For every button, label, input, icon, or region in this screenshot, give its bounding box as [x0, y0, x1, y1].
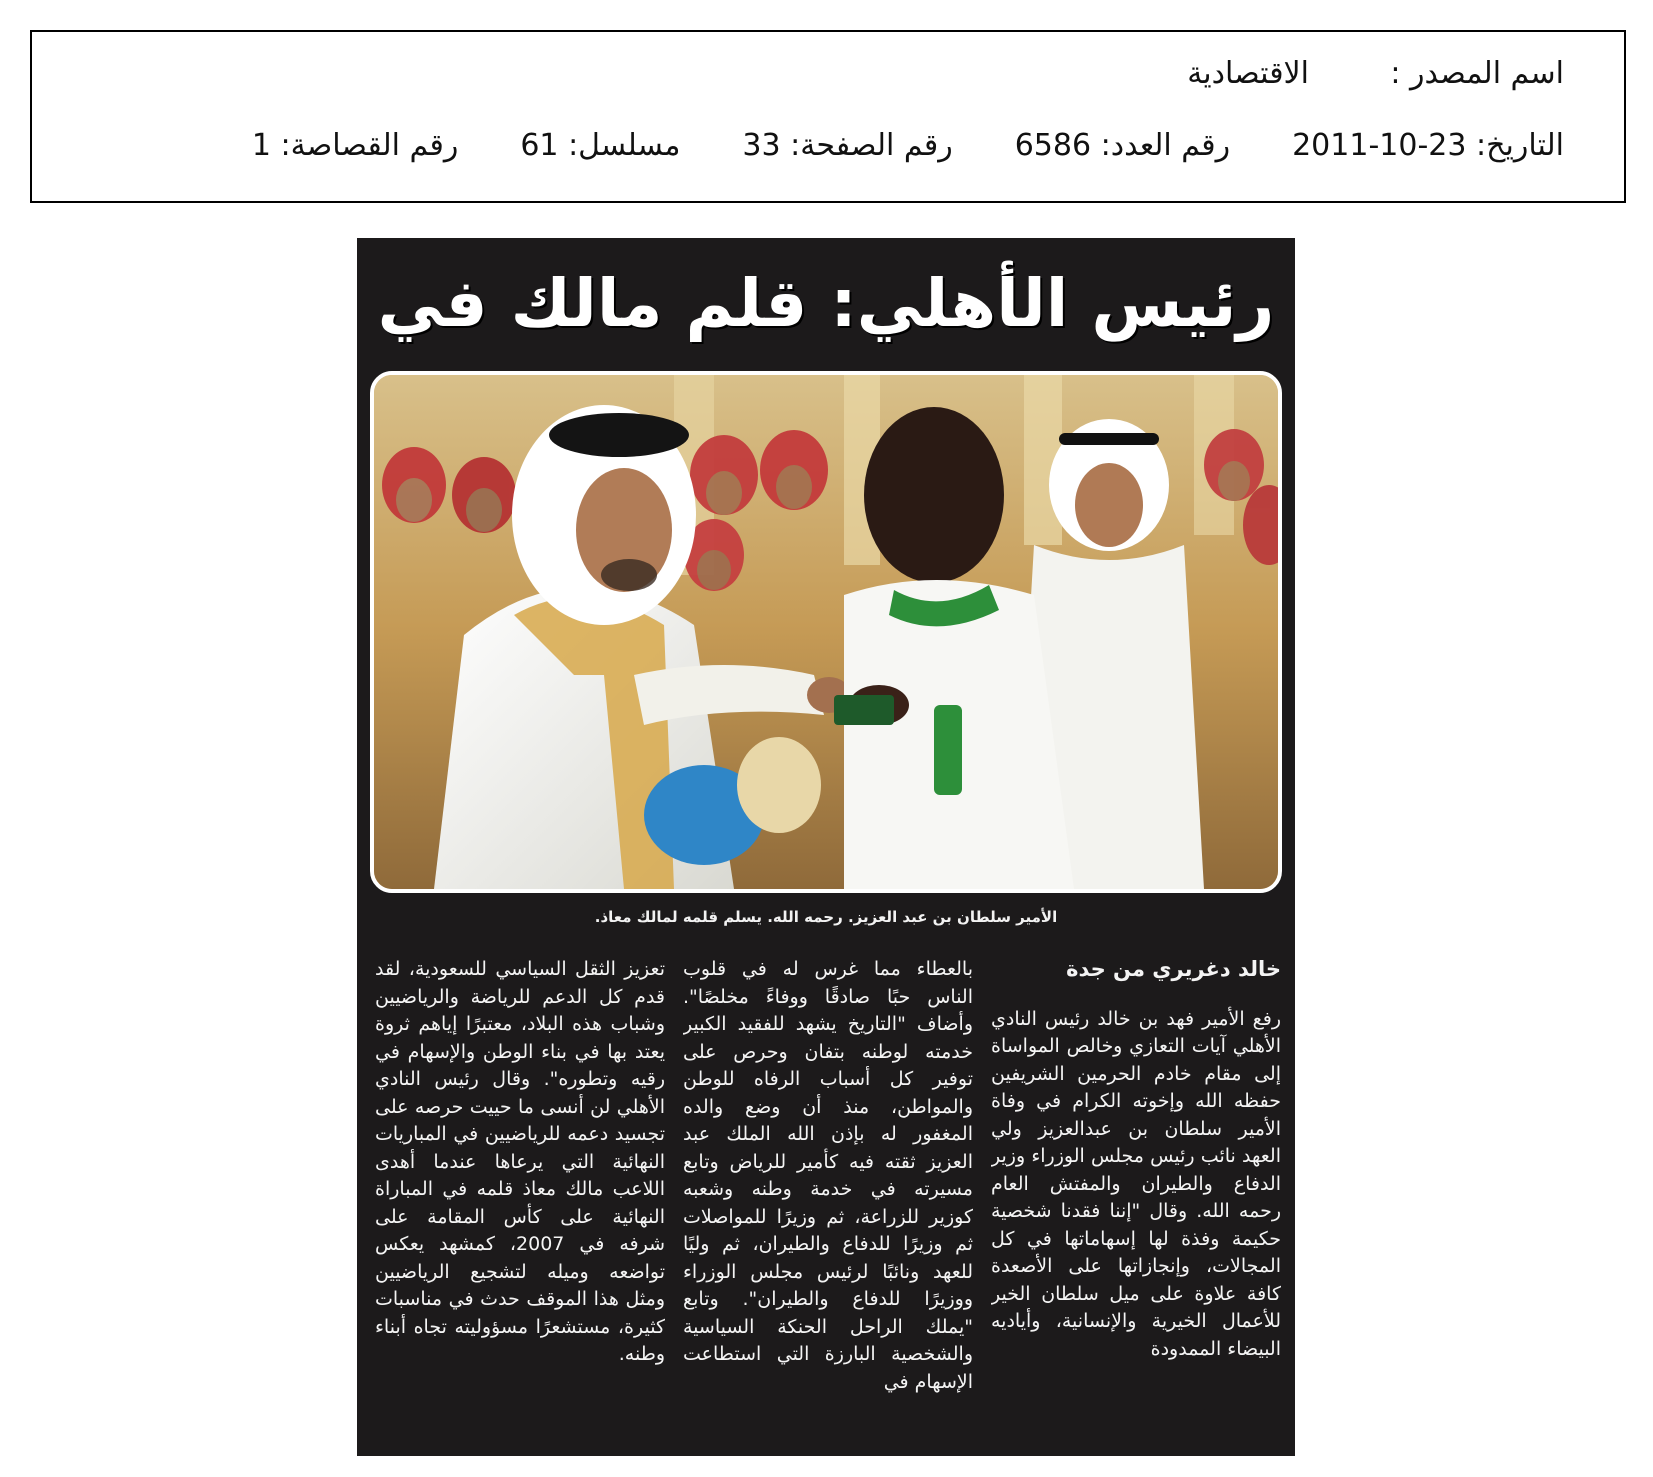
photo-caption: الأمير سلطان بن عبد العزيز. رحمه الله. يسلم قلمه لمالك معاذ.: [594, 908, 1058, 926]
source-label: اسم المصدر :: [1390, 56, 1564, 91]
article-column-2: [683, 956, 973, 1456]
byline: خالد دغريري من جدة: [1066, 957, 1281, 981]
issue-number-field: رقم العدد: 6586: [1014, 128, 1231, 163]
article-column-1-text: رفع الأمير فهد بن خالد رئيس النادي الأهلي آيات التعازي وخالص المواساة إلى مقام خادم الحرمين الشريفين حفظه الله وإخوته الكرام في وفاة الأمير سلطان بن عبدالعزيز ولي العهد نائب رئيس مجلس الوزراء وزير الدفاع والطيران والمفتش العام رحمه الله. وقال "إننا فقدنا شخصية حكيمة وفذة لها إسهاماتها في كل المجالات، وإنجازاتها على الأصعدة كافة علاوة على ميل سلطان الخير للأعمال الخيرية والإنسانية، وأياديه البيضاء الممدودة: [991, 1007, 1281, 1360]
metadata-row-source: [1187, 56, 1564, 91]
page-number-field: رقم الصفحة: 33: [742, 128, 953, 163]
article-column-3-text: تعزيز الثقل السياسي للسعودية، لقد قدم كل الدعم للرياضة والرياضيين وشباب هذه البلاد، معتبرًا إياهم ثروة يعتد بها في بناء الوطن والإسهام في رقيه وتطوره". وقال رئيس النادي الأهلي لن أنسى ما حييت حرصه على تجسيد دعمه للرياضيين في المباريات النهائية التي يرعاها عندما أهدى اللاعب مالك معاذ قلمه في المباراة النهائية على كأس المقامة على شرفه في 2007، كمشهد يعكس تواضعه وميله لتشجيع الرياضيين ومثل هذا الموقف حدث في مناسبات كثيرة، مستشعرًا مسؤوليته تجاه أبناء وطنه.: [375, 958, 665, 1365]
article-headline: رئيس الأهلي: قلم مالك في: [377, 265, 1275, 342]
serial-field: مسلسل: 61: [520, 128, 681, 163]
photo-illustration: [374, 375, 1278, 889]
clipping-metadata-box: [30, 30, 1626, 203]
article-column-1: [991, 956, 1281, 1456]
metadata-row-details: [190, 128, 1564, 163]
date-field: التاريخ: 23-10-2011: [1292, 128, 1564, 163]
clip-number-field: رقم القصاصة: 1: [251, 128, 459, 163]
article-body: [371, 956, 1281, 1456]
article-column-3: [375, 956, 665, 1456]
article-column-2-text: بالعطاء مما غرس له في قلوب الناس حبًا صادقًا ووفاءً مخلصًا". وأضاف "التاريخ يشهد للفقيد الكبير خدمته لوطنه بتفان وحرص على توفير كل أسباب الرفاه للوطن والمواطن، منذ أن وضع والده المغفور له بإذن الله الملك عبد العزيز ثقته فيه كأمير للرياض وتابع مسيرته في خدمة وطنه وشعبه كوزير للزراعة، ثم وزيرًا للمواصلات ثم وزيرًا للدفاع والطيران، ثم وليًا للعهد ونائبًا لرئيس مجلس الوزراء ووزيرًا للدفاع والطيران". وتابع "يملك الراحل الحنكة السياسية والشخصية البارزة التي استطاعت الإسهام في: [683, 958, 973, 1393]
newspaper-clipping: [357, 238, 1295, 1456]
article-photo: [370, 371, 1282, 893]
source-value: الاقتصادية: [1187, 56, 1309, 91]
